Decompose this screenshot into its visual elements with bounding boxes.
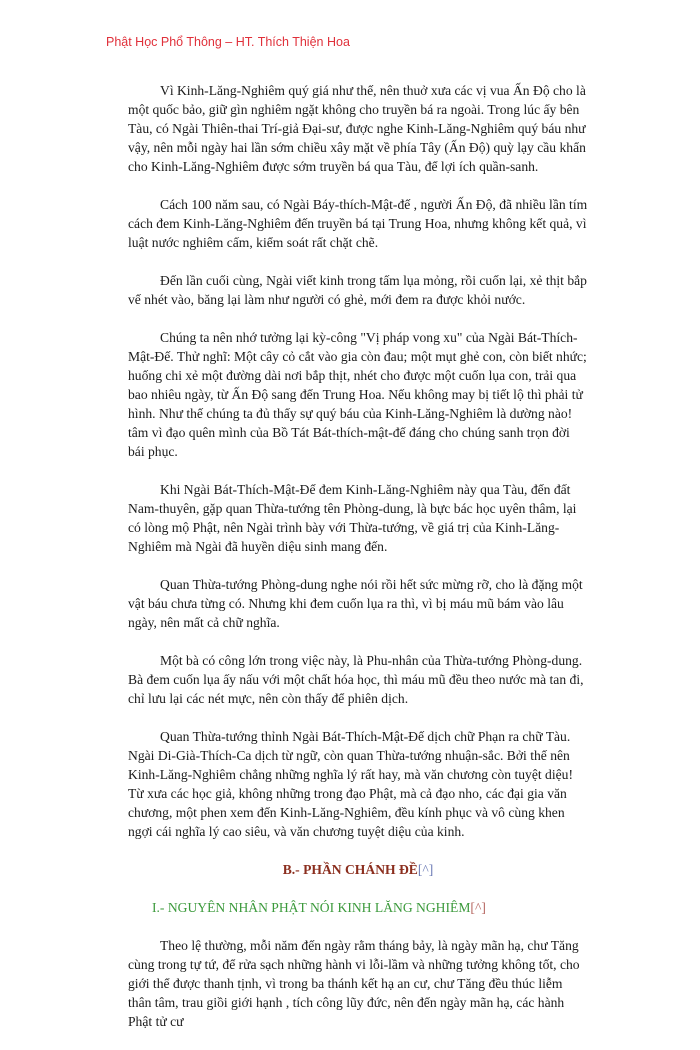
paragraph: Theo lệ thường, mỗi năm đến ngày rằm tháng bảy, là ngày mãn hạ, chư Tăng cùng trong tự tứ, để rửa sạch những hành vi lỗi-lầm và những tưởng không tốt, cho giới thể được thanh tịnh, vì trong ba thánh kết hạ an cư, chư Tăng đều thúc liễm thân tâm, trau giồi giới hạnh , tích công lũy đức, nên đến ngày mãn hạ, các hành Phật tử cư [128, 938, 580, 1029]
paragraph: Đến lần cuối cùng, Ngài viết kinh trong tấm lụa mỏng, rồi cuốn lại, xẻ thịt bắp vế nhét vào, băng lại làm như người có ghẻ, mới đem ra được khỏi nước. [128, 273, 587, 307]
back-to-top-link[interactable]: [^] [470, 900, 486, 915]
back-to-top-link[interactable]: [^] [417, 862, 434, 877]
paragraph: Quan Thừa-tướng Phòng-dung nghe nói rồi hết sức mừng rỡ, cho là đặng một vật báu chưa từng có. Nhưng khi đem cuốn lụa ra thì, vì bị máu mũ bám vào lâu ngày, nên mất cả chữ nghĩa. [128, 577, 583, 630]
paragraph: Khi Ngài Bát-Thích-Mật-Đế đem Kinh-Lăng-Nghiêm này qua Tàu, đến đất Nam-thuyên, gặp quan Thừa-tướng tên Phòng-dung, là bực bác học uyên thâm, lại có lòng mộ Phật, nên Ngài trình bày với Thừa-tướng, về giá trị của Kinh-Lăng-Nghiêm mà Ngài đã huyền diệu sinh mang đến. [128, 482, 577, 554]
section-heading-i [128, 898, 588, 917]
paragraph: Vì Kinh-Lăng-Nghiêm quý giá như thế, nên thuở xưa các vị vua Ấn Độ cho là một quốc bảo, giữ gìn nghiêm ngặt không cho truyền bá ra ngoài. Trong lúc ấy bên Tàu, có Ngài Thiên-thai Trí-giả Đại-sư, được nghe Kinh-Lăng-Nghiêm quý báu như vậy, nên mỗi ngày hai lần sớm chiều xây mặt về phía Tây (Ấn Độ) quỳ lạy cầu khẩn cho Kinh-Lăng-Nghiêm được sớm truyền bá qua Tàu, để lợi ích quần-sanh. [128, 83, 586, 174]
paragraph: Quan Thừa-tướng thỉnh Ngài Bát-Thích-Mật-Đế dịch chữ Phạn ra chữ Tàu. Ngài Di-Già-Thích-Ca dịch từ ngữ, còn quan Thừa-tướng nhuận-sắc. Bởi thế nên Kinh-Lăng-Nghiêm chẳng những nghĩa lý rất hay, mà văn chương còn tuyệt diệu! Từ xưa các học giả, không những trong đạo Phật, mà cả đạo nho, các đại gia văn chương, một phen xem đến Kinh-Lăng-Nghiêm, đều kính phục và vô cùng khen ngợi cái nghĩa lý cao siêu, và văn chương tuyệt diệu của kinh. [128, 729, 573, 839]
section-heading-b-title: B.- PHẦN CHÁNH ĐỀ [282, 862, 418, 877]
paragraph: Một bà có công lớn trong việc này, là Phu-nhân của Thừa-tướng Phòng-dung. Bà đem cuốn lụa ấy nấu với một chất hóa học, thì máu mũ đều theo nước mà tan đi, chỉ lưu lại các nét mực, nên còn thấy để phiên dịch. [128, 653, 584, 706]
section-heading-b [128, 860, 588, 879]
page-header-title: Phật Học Phổ Thông – HT. Thích Thiện Hoa [106, 35, 350, 49]
paragraph: Chúng ta nên nhớ tưởng lại kỳ-công "Vị pháp vong xu" của Ngài Bát-Thích-Mật-Đế. Thử nghĩ: Một cây cỏ cắt vào gia còn đau; một mụt ghẻ con, còn biết nhức; huống chi xẻ một đường dài nơi bắp thịt, nhét cho được một cuốn lụa con, trải qua bao nhiêu ngày, từ Ấn Độ sang đến Trung Hoa. Nếu không may bị tiết lộ thì phải tử hình. Như thế chúng ta đủ thấy sự quý báu của Kinh-Lăng-Nghiêm là dường nào! tâm vì đạo quên mình của Bồ Tát Bát-thích-mật-đế đáng cho chúng sanh trọn đời bái phục. [128, 330, 587, 459]
section-heading-i-title: I.- NGUYÊN NHÂN PHẬT NÓI KINH LĂNG NGHIÊM [152, 900, 471, 915]
paragraph: Cách 100 năm sau, có Ngài Báy-thích-Mật-đế , người Ấn Độ, đã nhiều lần tím cách đem Kinh-Lăng-Nghiêm đến truyền bá tại Trung Hoa, nhưng không kết quả, vì luật nước nghiêm cấm, kiểm soát rất chặt chẽ. [128, 197, 588, 250]
document-body [128, 81, 588, 1050]
